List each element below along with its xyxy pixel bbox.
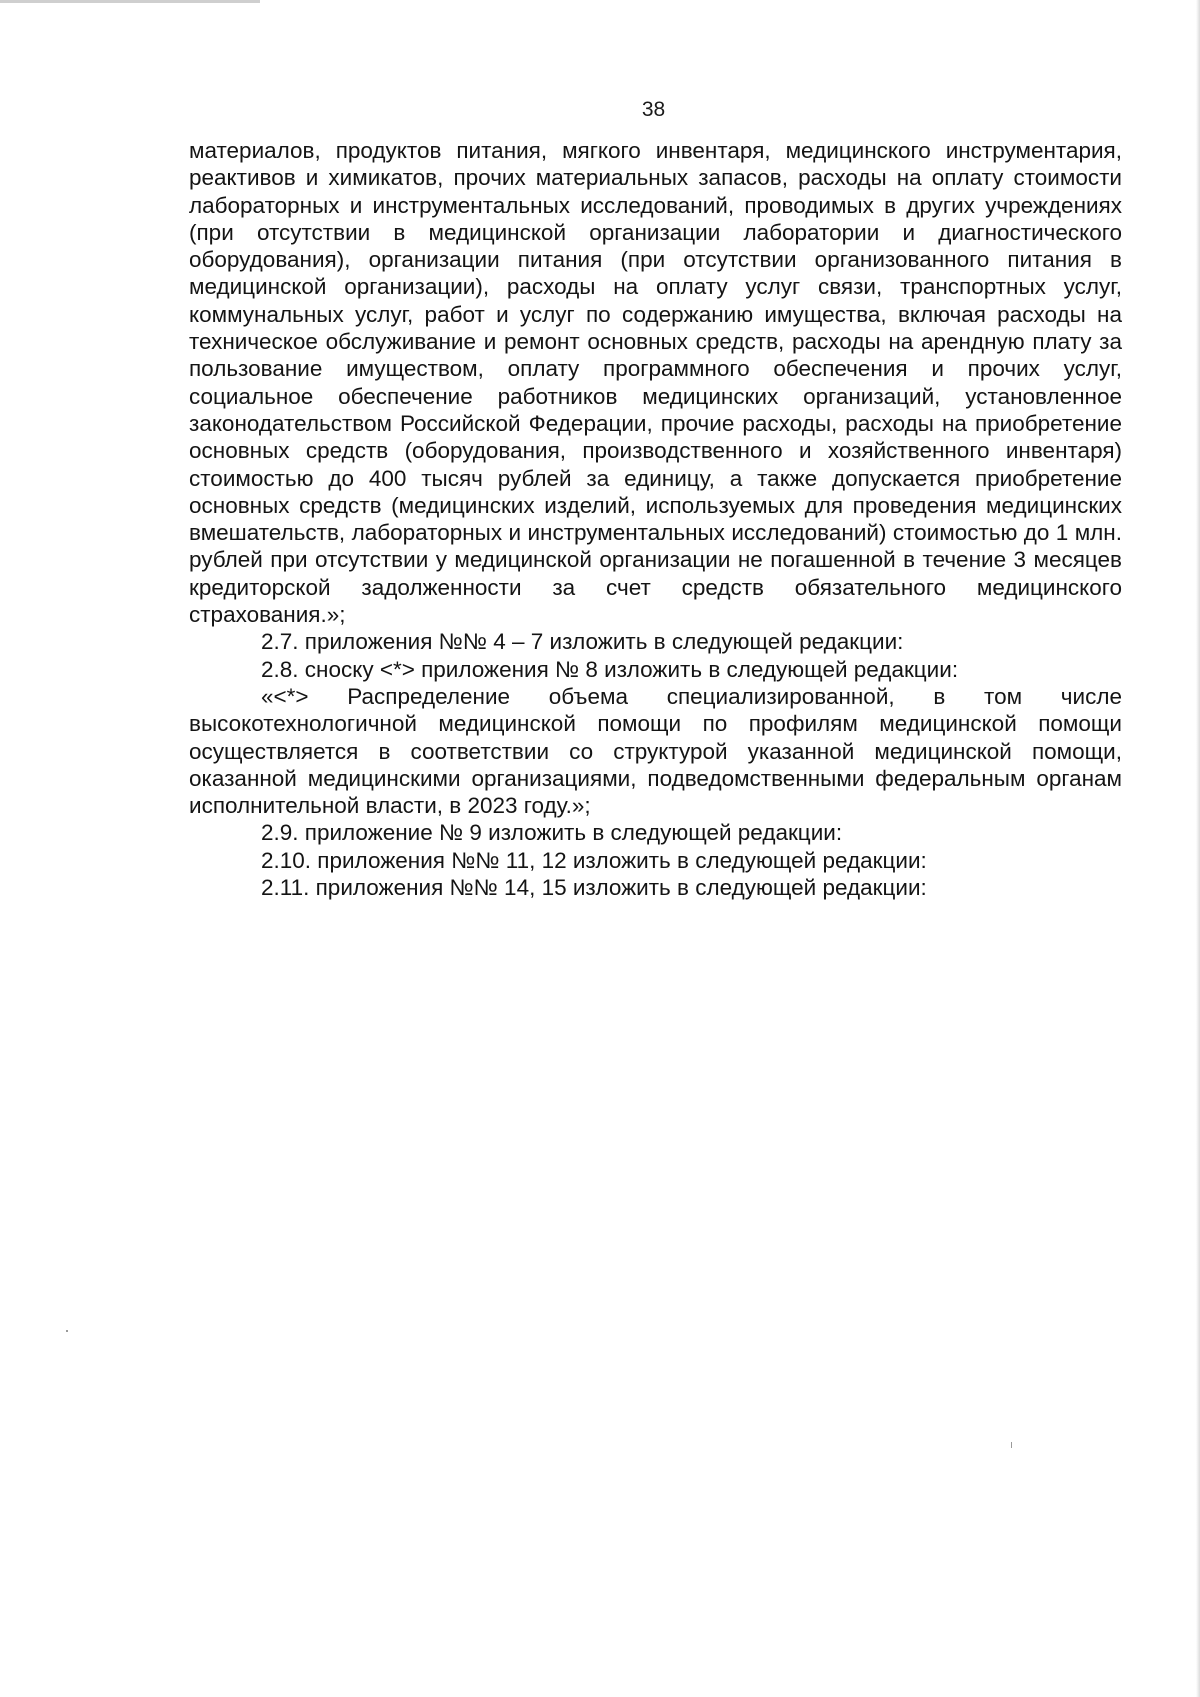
paragraph-item-2-8: 2.8. сноску <*> приложения № 8 изложить в следующей редакции:: [261, 656, 959, 682]
document-body: [189, 137, 1122, 901]
scan-edge-top: [0, 0, 260, 3]
paragraph-item-2-11: 2.11. приложения №№ 14, 15 изложить в следующей редакции:: [261, 875, 927, 901]
scan-edge-right: [1196, 0, 1200, 1697]
page-number: 38: [641, 98, 666, 121]
paragraph-item-2-10: 2.10. приложения №№ 11, 12 изложить в следующей редакции:: [261, 847, 927, 873]
paragraph-footnote-quote: «<*> Распределение объема специализированной, в том числе высокотехнологичной медицинской помощи по профилям медицинской помощи осуществляется в соответствии со структурой указанной медицинской помощи, оказанной медицинскими организациями, подведомственными федеральным органам исполнительной власти, в 2023 году.»;: [189, 683, 1122, 819]
scan-speck: [66, 1330, 68, 1332]
paragraph-continuation: материалов, продуктов питания, мягкого инвентаря, медицинского инструментария, реактивов и химикатов, прочих материальных запасов, расходы на оплату стоимости лабораторных и инструментальных исследований, проводимых в других учреждениях (при отсутствии в медицинской организации лаборатории и диагностического оборудования), организации питания (при отсутствии организованного питания в медицинской организации), расходы на оплату услуг связи, транспортных услуг, коммунальных услуг, работ и услуг по содержанию имущества, включая расходы на техническое обслуживание и ремонт основных средств, расходы на арендную плату за пользование имуществом, оплату программного обеспечения и прочих услуг, социальное обеспечение работников медицинских организаций, установленное законодательством Российской Федерации, прочие расходы, расходы на приобретение основных средств (оборудования, производственного и хозяйственного инвентаря) стоимостью до 400 тысяч рублей за единицу, а также допускается приобретение основных средств (медицинских изделий, используемых для проведения медицинских вмешательств, лабораторных и инструментальных исследований) стоимостью до 1 млн. рублей при отсутствии у медицинской организации не погашенной в течение 3 месяцев кредиторской задолженности за счет средств обязательного медицинского страхования.»;: [189, 138, 1122, 628]
paragraph-item-2-9: 2.9. приложение № 9 изложить в следующей редакции:: [261, 820, 843, 846]
scan-speck: [1011, 1442, 1012, 1448]
paragraph-item-2-7: 2.7. приложения №№ 4 – 7 изложить в следующей редакции:: [261, 629, 904, 655]
